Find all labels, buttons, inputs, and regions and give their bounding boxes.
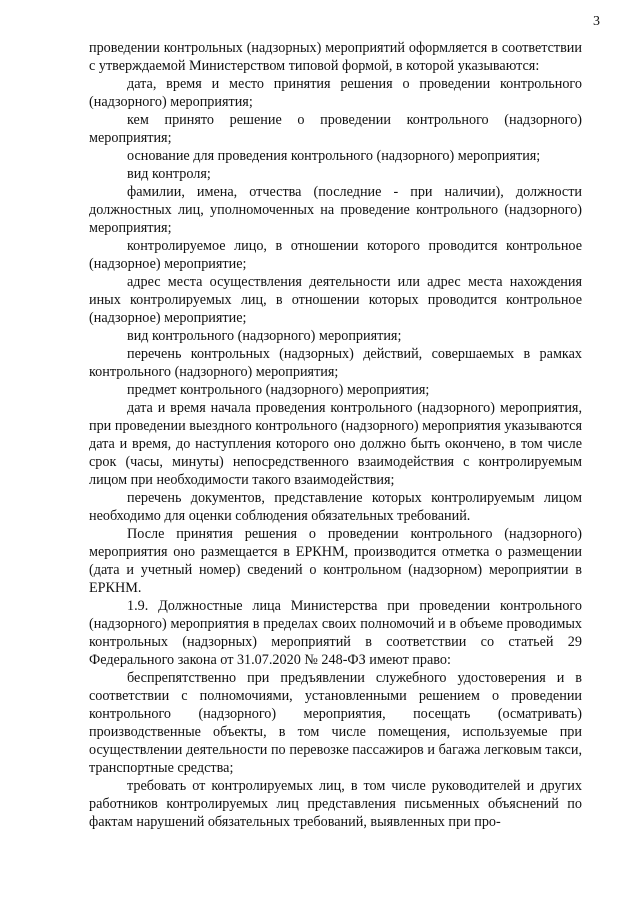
page-number: 3 (593, 14, 600, 29)
list-item: вид контрольного (надзорного) мероприятия; (127, 328, 402, 344)
list-item: дата, время и место принятия решения о проведении контрольного (надзорного) мероприятия; (89, 76, 582, 110)
list-item: дата и время начала проведения контрольного (надзорного) мероприятия, при проведении выездного контрольного (надзорного) мероприятия указываются дата и время, до наступления которого оно должно быть окончено, в том числе срок (часы, минуты) непосредственного взаимодействия с контролируемым лицом при необходимости такого взаимодействия; (89, 400, 582, 488)
list-item: кем принято решение о проведении контрольного (надзорного) мероприятия; (89, 112, 582, 146)
body-text (89, 39, 582, 831)
paragraph: проведении контрольных (надзорных) мероприятий оформляется в соответствии с утверждаемой Министерством типовой формой, в которой указываются: (89, 40, 582, 74)
list-item: контролируемое лицо, в отношении которого проводится контрольное (надзорное) мероприятие; (89, 238, 582, 272)
list-item: беспрепятственно при предъявлении служебного удостоверения и в соответствии с полномочиями, установленными решением о проведении контрольного (надзорного) мероприятия, посещать (осматривать) производственные объекты, в том числе помещения, используемые при осуществлении деятельности по перевозке пассажиров и багажа легковым такси, транспортные средства; (89, 670, 582, 776)
list-item: адрес места осуществления деятельности или адрес места нахождения иных контролируемых лиц, в отношении которых проводится контрольное (надзорное) мероприятие; (89, 274, 582, 326)
paragraph: После принятия решения о проведении контрольного (надзорного) мероприятия оно размещается в ЕРКНМ, производится отметка о размещении (дата и учетный номер) сведений о контрольном (надзорном) мероприятии в ЕРКНМ. (89, 526, 582, 596)
list-item: перечень документов, представление которых контролируемым лицом необходимо для оценки соблюдения обязательных требований. (89, 490, 582, 524)
list-item: предмет контрольного (надзорного) мероприятия; (127, 382, 430, 398)
list-item: фамилии, имена, отчества (последние - при наличии), должности должностных лиц, уполномоченных на проведение контрольного (надзорного) мероприятия; (89, 184, 582, 236)
list-item: перечень контрольных (надзорных) действий, совершаемых в рамках контрольного (надзорного) мероприятия; (89, 346, 582, 380)
list-item: основание для проведения контрольного (надзорного) мероприятия; (127, 148, 541, 164)
section-paragraph: 1.9. Должностные лица Министерства при проведении контрольного (надзорного) мероприятия в пределах своих полномочий и в объеме проводимых контрольных (надзорных) мероприятий в соответствии со статьей 29 Федерального закона от 31.07.2020 № 248-ФЗ имеют право: (89, 598, 582, 668)
list-item: вид контроля; (127, 166, 211, 182)
list-item: требовать от контролируемых лиц, в том числе руководителей и других работников контролируемых лиц представления письменных объяснений по фактам нарушений обязательных требований, выявленных при про- (89, 778, 582, 830)
